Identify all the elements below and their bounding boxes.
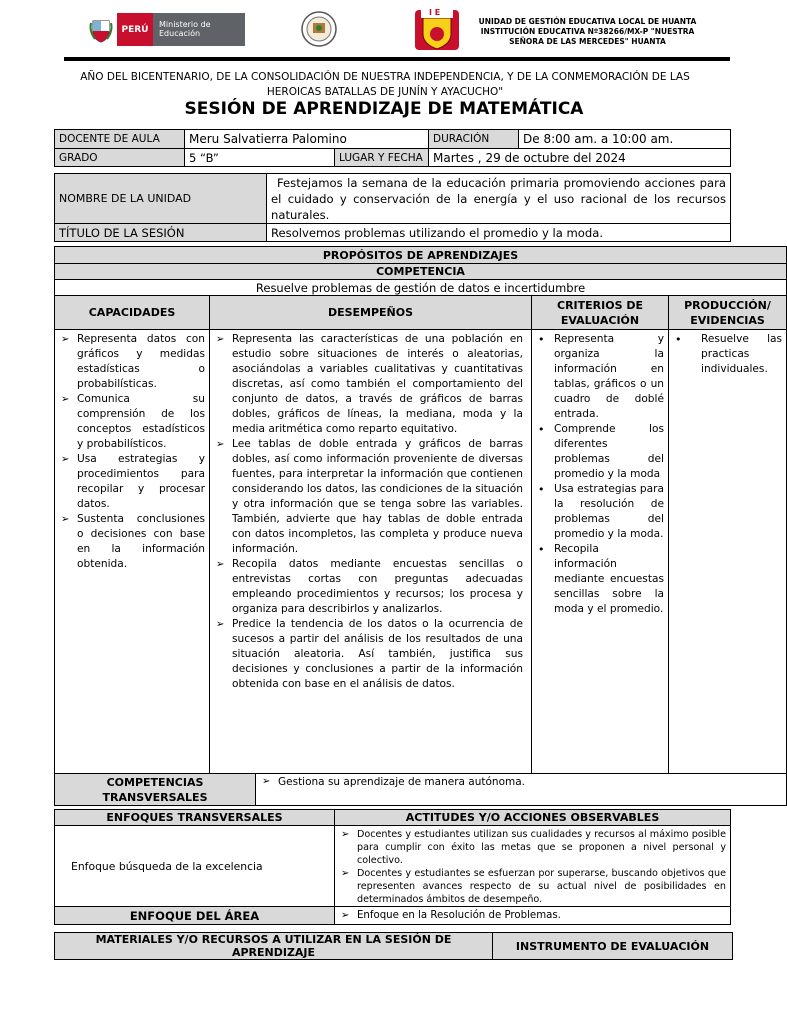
duracion-label: DURACIÓN: [429, 130, 519, 149]
ugel-line: UNIDAD DE GESTIÓN EDUCATIVA LOCAL DE HUANTA: [478, 17, 697, 26]
year-slogan: AÑO DEL BICENTENARIO, DE LA CONSOLIDACIÓN DE NUESTRA INDEPENDENCIA, Y DE LA CONMEMORACIÓN DE LAS HEROICAS BATALLAS DE JUNÍN Y AYACUCHO": [80, 71, 690, 98]
ugel-header: [470, 17, 705, 47]
ugel-line: INSTITUCIÓN EDUCATIVA Nº38266/MX-P "NUESTRA: [480, 27, 695, 36]
col-produccion: PRODUCCIÓN/ EVIDENCIAS: [669, 296, 787, 330]
enfoques-header: ENFOQUES TRANSVERSALES: [55, 810, 335, 826]
unidad-label: NOMBRE DE LA UNIDAD: [55, 174, 267, 224]
peru-ministry-logo: [85, 13, 245, 46]
purposes-table: [54, 246, 787, 806]
col-desempenos: DESEMPEÑOS: [210, 296, 532, 330]
enfoque-value: Enfoque búsqueda de la excelencia: [55, 826, 335, 907]
capacidades-cell: [55, 330, 210, 774]
criterio-item: • Recopila información mediante encuestas sencillas sobre la moda y el promedio.: [536, 542, 664, 617]
fecha-value: Martes , 29 de octubre del 2024: [429, 149, 731, 167]
info-table: [54, 129, 731, 167]
docente-label: DOCENTE DE AULA: [55, 130, 185, 149]
actitud-item: ➢ Docentes y estudiantes utilizan sus cualidades y recursos al máximo posible para cumplir con éxito las metas que se proponen a nivel personal y colectivo.: [339, 828, 726, 867]
unit-table: [54, 173, 731, 242]
institution-crest-icon: [413, 8, 461, 52]
competencia-transversal-item: ➢ Gestiona su aprendizaje de manera autónoma.: [260, 776, 782, 788]
school-seal-icon: [300, 10, 338, 48]
competencia-value: Resuelve problemas de gestión de datos e incertidumbre: [55, 280, 787, 296]
fecha-label: LUGAR Y FECHA: [335, 149, 429, 167]
grado-value: 5 “B”: [185, 149, 335, 167]
criterio-item: • Representa y organiza la información en tablas, gráficos o un cuadro de doblé entrada.: [536, 332, 664, 422]
enfoque-area-label: ENFOQUE DEL ÁREA: [55, 907, 335, 925]
col-capacidades: CAPACIDADES: [55, 296, 210, 330]
enfoque-area-cell: [335, 907, 731, 925]
desempeno-item: ➢ Predice la tendencia de los datos o la ocurrencia de sucesos a partir del análisis de los resultados de una situación aleatoria. Así también, justifica sus decisiones y conclusiones a partir de la información obtenida con base en el análisis de datos.: [214, 617, 523, 692]
criterio-item: • Usa estrategias para la resolución de problemas del promedio y la moda.: [536, 482, 664, 542]
materials-table: [54, 932, 733, 960]
desempeno-item: ➢ Lee tablas de doble entrada y gráficos de barras dobles, así como información proveniente de diversas fuentes, para interpretar la información que contienen considerando los datos, las condiciones de la situación y otra información que se tenga sobre las variables. También, advierte que hay tablas de doble entrada con datos incompletos, las completa y produce nueva información.: [214, 437, 523, 557]
produccion-item: • Resuelve las practicas individuales.: [673, 332, 782, 377]
peru-coat-of-arms-icon: [85, 13, 117, 46]
crest-letters: I E: [429, 8, 441, 17]
titulo-value: Resolvemos problemas utilizando el promedio y la moda.: [267, 224, 731, 242]
criterio-item: • Comprende los diferentes problemas del promedio y la moda: [536, 422, 664, 482]
peru-country-label: PERÚ: [117, 13, 153, 46]
capacidad-item: ➢ Comunica su comprensión de los conceptos estadísticos y probabilísticos.: [59, 392, 205, 452]
competencias-transversales-label: COMPETENCIAS TRANSVERSALES: [55, 774, 256, 806]
capacidad-item: ➢ Sustenta conclusiones o decisiones con base en la información obtenida.: [59, 512, 205, 572]
capacidad-item: ➢ Usa estrategias y procedimientos para recopilar y procesar datos.: [59, 452, 205, 512]
competencias-transversales-cell: [256, 774, 787, 806]
page-title: SESIÓN DE APRENDIZAJE DE MATEMÁTICA: [184, 99, 584, 119]
ministry-label: Ministerio de Educación: [153, 13, 245, 46]
header-divider: [64, 57, 730, 61]
col-criterios: CRITERIOS DE EVALUACIÓN: [532, 296, 669, 330]
competencia-header: COMPETENCIA: [55, 264, 787, 280]
grado-label: GRADO: [55, 149, 185, 167]
purposes-title: PROPÓSITOS DE APRENDIZAJES: [55, 247, 787, 264]
desempeno-item: ➢ Recopila datos mediante encuestas sencillas o entrevistas cortas con preguntas adecuadas empleando procedimientos y recursos; los procesa y organiza para describirlos y analizarlos.: [214, 557, 523, 617]
materiales-label: MATERIALES Y/O RECURSOS A UTILIZAR EN LA SESIÓN DE APRENDIZAJE: [55, 933, 493, 960]
actitudes-cell: [335, 826, 731, 907]
titulo-label: TÍTULO DE LA SESIÓN: [55, 224, 267, 242]
actitudes-header: ACTITUDES Y/O ACCIONES OBSERVABLES: [335, 810, 731, 826]
capacidad-item: ➢ Representa datos con gráficos y medidas estadísticas o probabilísticas.: [59, 332, 205, 392]
desempenos-cell: [210, 330, 532, 774]
produccion-cell: [669, 330, 787, 774]
desempeno-item: ➢ Representa las características de una población en estudio sobre situaciones de interés o aleatorias, asociándolas a variables cualitativas y cuantitativas discretas, así como también el comportamiento del conjunto de datos, a través de gráficos de barras dobles, gráficos de líneas, la mediana, moda y la media aritmética como reparto equitativo.: [214, 332, 523, 437]
unidad-value: Festejamos la semana de la educación primaria promoviendo acciones para el cuidado y conservación de la energía y el uso racional de los recursos naturales.: [267, 174, 731, 224]
duracion-value: De 8:00 am. a 10:00 am.: [519, 130, 731, 149]
enfoque-area-item: ➢ Enfoque en la Resolución de Problemas.: [339, 910, 726, 921]
ugel-line: SEÑORA DE LAS MERCEDES" HUANTA: [509, 37, 666, 46]
enfoques-table: [54, 809, 731, 925]
instrumento-label: INSTRUMENTO DE EVALUACIÓN: [493, 933, 733, 960]
actitud-item: ➢ Docentes y estudiantes se esfuerzan por superarse, buscando objetivos que representen avances respecto de su actual nivel de posibilidades en determinados ámbitos de desempeño.: [339, 867, 726, 906]
docente-value: Meru Salvatierra Palomino: [185, 130, 429, 149]
criterios-cell: [532, 330, 669, 774]
